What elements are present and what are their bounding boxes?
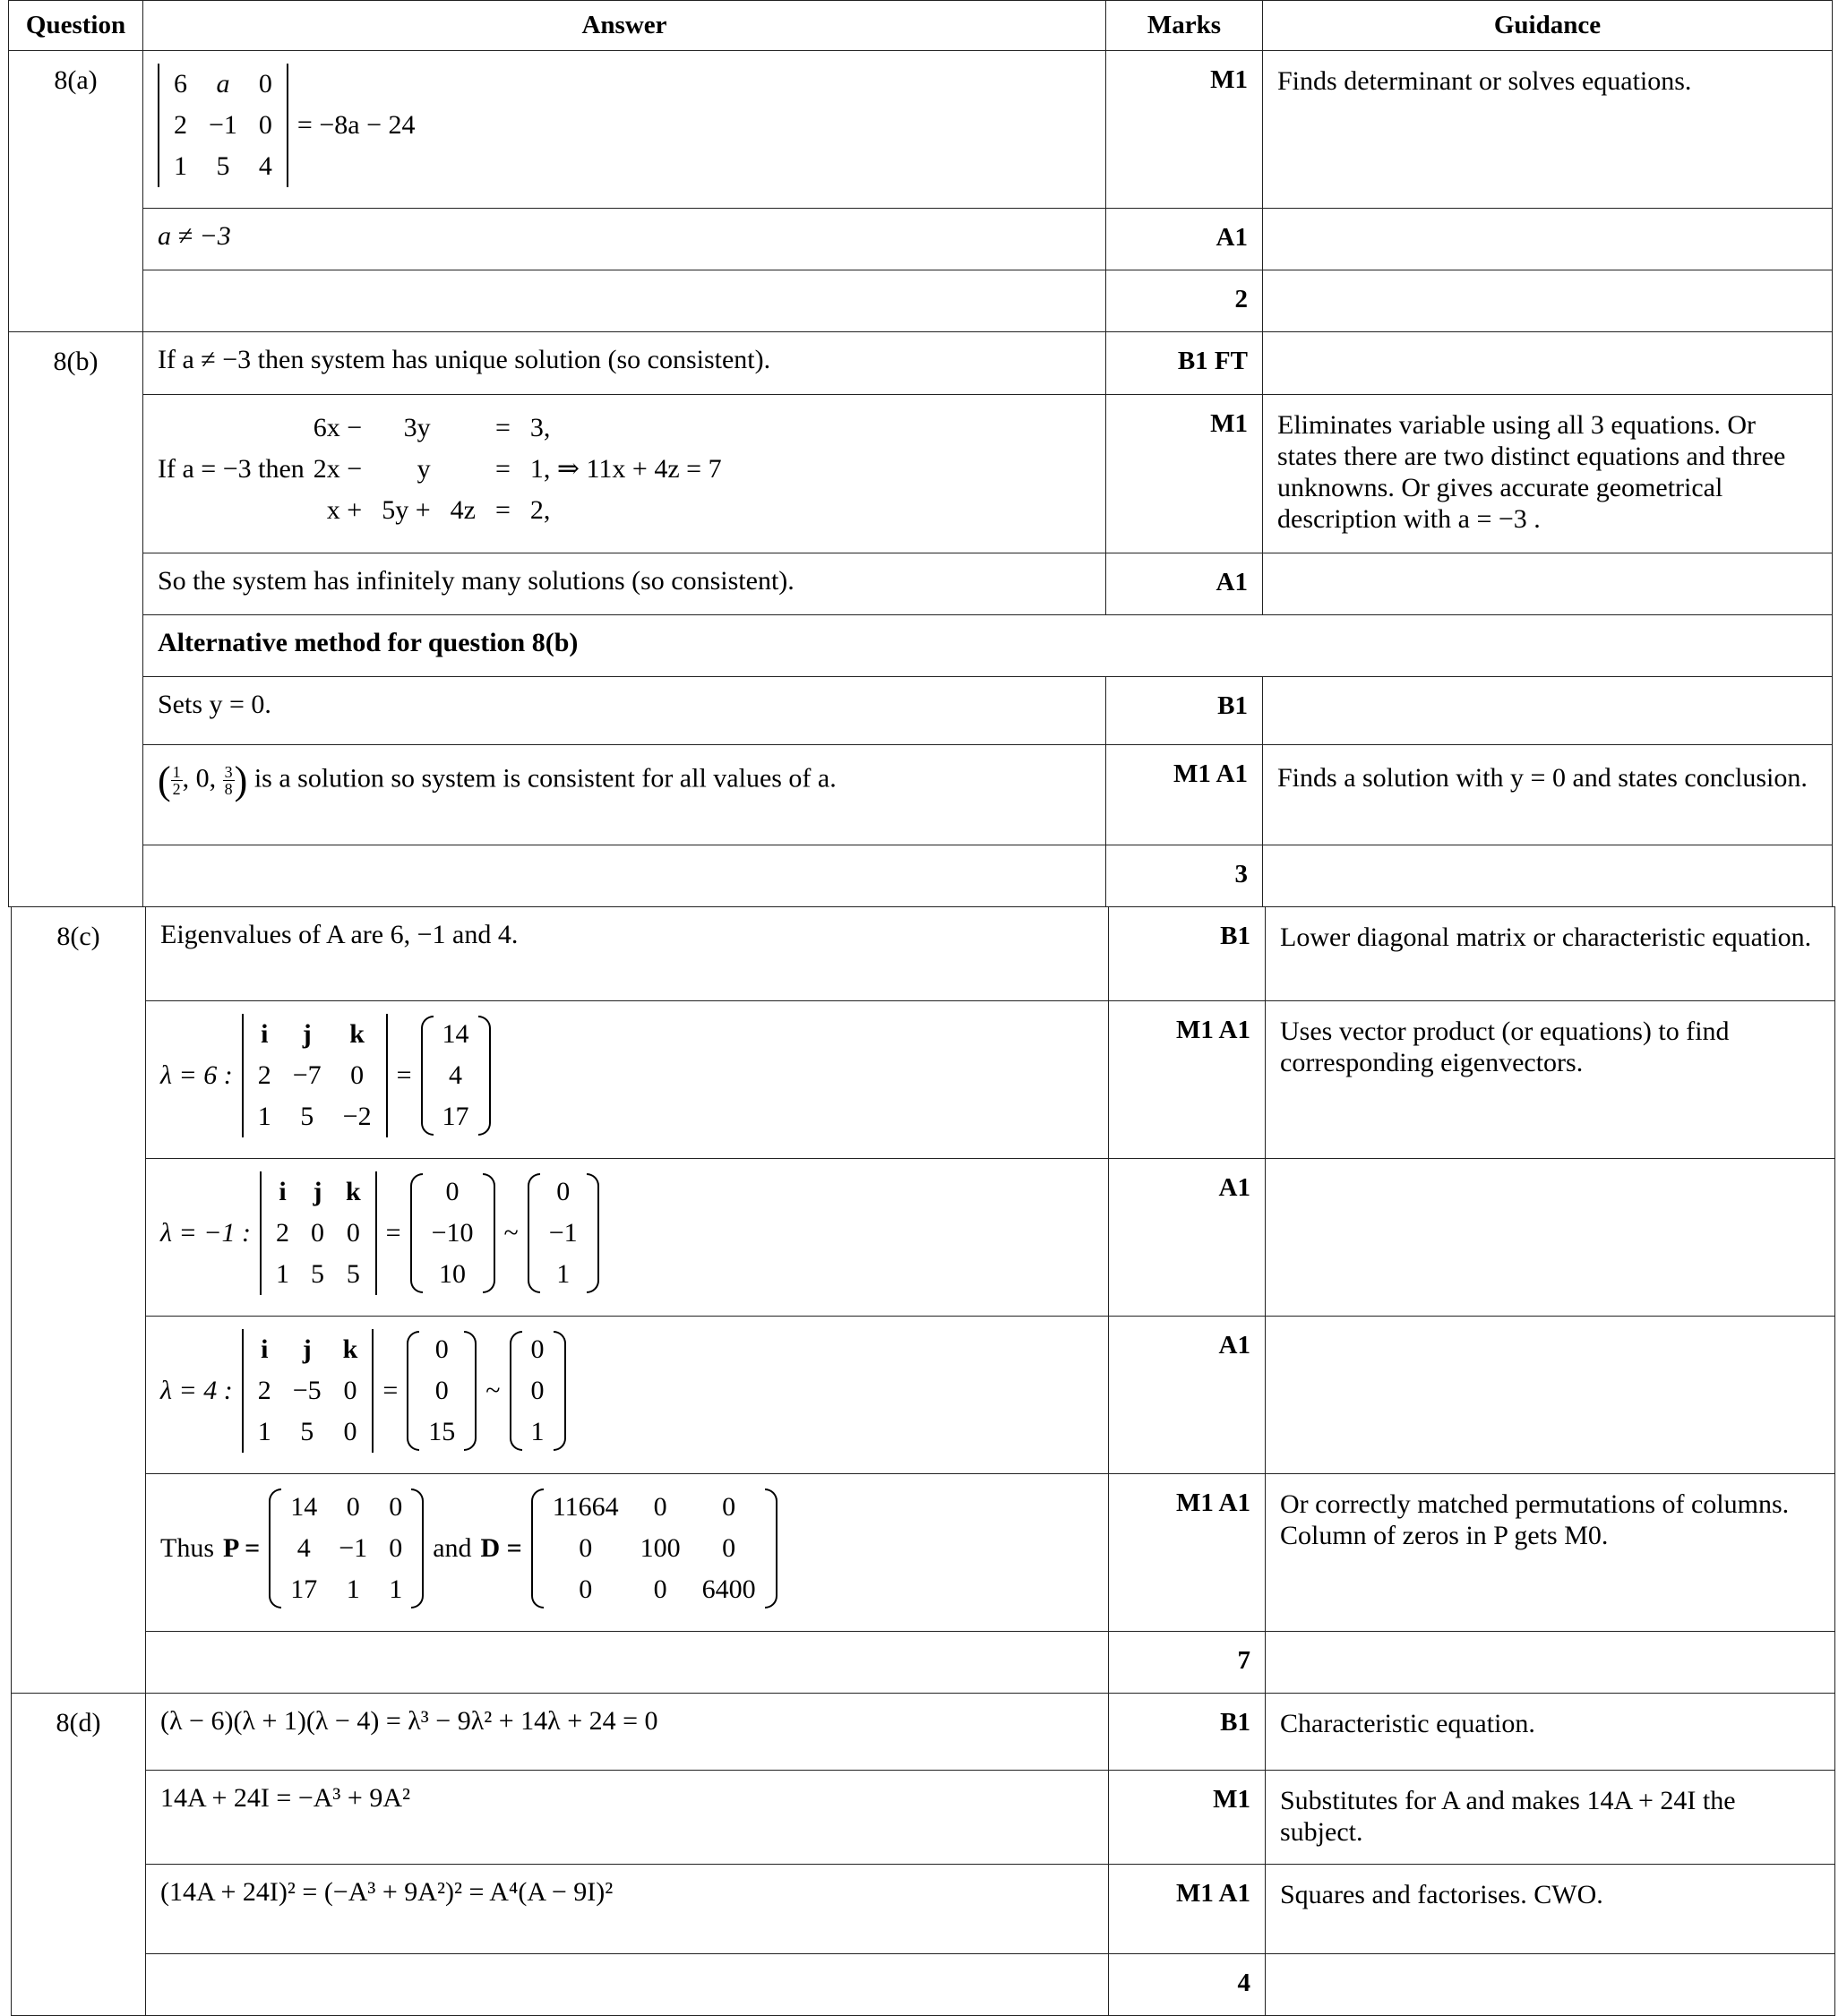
det-cell: 5	[216, 151, 230, 181]
answer-cell	[146, 1954, 1109, 2016]
question-label-8a: 8(a)	[9, 51, 143, 332]
mark-cell: M1	[1106, 51, 1263, 209]
fraction: $\frac{1}{2}$	[172, 763, 181, 798]
eigen-label: λ = −1 :	[160, 1218, 251, 1248]
cross-product-vector: 0 −10 10	[410, 1171, 495, 1295]
header-guidance: Guidance	[1263, 1, 1833, 51]
table-row	[9, 845, 1833, 907]
eigenvector: 14 4 17	[421, 1014, 491, 1137]
det-cell: 4	[258, 151, 272, 181]
guidance-cell	[1266, 1159, 1835, 1317]
mark-cell: M1 A1	[1106, 745, 1263, 845]
answer-cell: (14A + 24I)² = (−A³ + 9A²)² = A⁴(A − 9I)²	[146, 1865, 1109, 1954]
sys-term: 2x −	[313, 454, 363, 484]
question-label-8c: 8(c)	[12, 907, 146, 1694]
table-row	[12, 1159, 1835, 1317]
guidance-cell	[1263, 553, 1833, 615]
table-row	[12, 1001, 1835, 1159]
table-row	[9, 51, 1833, 209]
table-row	[9, 209, 1833, 270]
answer-cell: If a ≠ −3 then system has unique solution (so consistent).	[143, 332, 1106, 395]
det-cell: 0	[258, 110, 272, 140]
guidance-cell	[1263, 677, 1833, 745]
table-row	[9, 745, 1833, 845]
header-answer: Answer	[143, 1, 1106, 51]
header-question: Question	[9, 1, 143, 51]
guidance-cell	[1266, 1632, 1835, 1694]
guidance-cell: Lower diagonal matrix or characteristic equation.	[1266, 907, 1835, 1001]
mark-cell: A1	[1106, 209, 1263, 270]
answer-cell: (λ − 6)(λ + 1)(λ − 4) = λ³ − 9λ² + 14λ + 24 = 0	[146, 1694, 1109, 1771]
answer-cell	[146, 1474, 1109, 1632]
table-row	[12, 1865, 1835, 1954]
matrix-d: 11664 0 0 0 100 0 0 0 6400	[531, 1487, 777, 1610]
det-cell: −1	[209, 110, 237, 140]
table-row	[12, 1474, 1835, 1632]
mark-cell: M1 A1	[1109, 1474, 1266, 1632]
table-row	[9, 677, 1833, 745]
table-row	[9, 395, 1833, 553]
solution-statement: is a solution so system is consistent for all values of a.	[253, 763, 837, 794]
question-label-8d: 8(d)	[12, 1694, 146, 2016]
sys-term: =	[494, 495, 511, 525]
sys-term: =	[494, 413, 511, 442]
sys-term	[451, 449, 476, 490]
sys-term: 3y	[403, 413, 431, 442]
header-marks: Marks	[1106, 1, 1263, 51]
markscheme-table-1	[8, 0, 1833, 907]
markscheme-table-2	[11, 906, 1835, 2016]
det-cell: 6	[174, 69, 187, 99]
eigen-label: λ = 4 :	[160, 1376, 233, 1405]
answer-cell: λ = 4 : i 2 1 j −5 5 k 0 0 = 0 0 15 ~ 0 0 1	[146, 1317, 1109, 1474]
det-cell: 1	[174, 151, 187, 181]
d-label: D =	[480, 1533, 522, 1563]
table-row	[9, 332, 1833, 395]
answer-cell: λ = −1 : i 2 1 j 0 5 k 0 5 = 0 −10 10 ~ 0 −1 1	[146, 1159, 1109, 1317]
guidance-cell: Substitutes for A and makes 14A + 24I the subject.	[1266, 1771, 1835, 1865]
sys-term: =	[494, 454, 511, 484]
determinant: i 2 1 j −7 5 k 0 −2	[242, 1014, 388, 1137]
table-row	[9, 270, 1833, 332]
table-row	[12, 1694, 1835, 1771]
table-row	[12, 1317, 1835, 1474]
answer-cell: 14A + 24I = −A³ + 9A²	[146, 1771, 1109, 1865]
sys-term	[451, 407, 476, 449]
total-mark-8d: 4	[1109, 1954, 1266, 2016]
sys-term: y	[417, 454, 431, 484]
mark-cell: M1 A1	[1109, 1001, 1266, 1159]
determinant-equation	[158, 64, 1105, 187]
guidance-cell: Finds determinant or solves equations.	[1263, 51, 1833, 209]
det-result: = −8a − 24	[296, 110, 416, 140]
answer-cell: ( $\frac{1}{2}$ , 0, $\frac{3}{8}$ ) is a solution so system is consistent for all values of a.	[143, 745, 1106, 845]
mark-cell: B1	[1106, 677, 1263, 745]
guidance-cell	[1263, 270, 1833, 332]
table-row	[9, 615, 1833, 677]
and-label: and	[433, 1533, 472, 1563]
determinant	[158, 64, 288, 187]
answer-cell: Eigenvalues of A are 6, −1 and 4.	[146, 907, 1109, 1001]
system-prefix: If a = −3 then	[158, 454, 305, 484]
mark-cell: A1	[1106, 553, 1263, 615]
guidance-cell: Squares and factorises. CWO.	[1266, 1865, 1835, 1954]
answer-cell	[143, 395, 1106, 553]
thus-label: Thus	[160, 1533, 214, 1563]
alternative-method-heading: Alternative method for question 8(b)	[143, 615, 1833, 677]
eigenvector: 0 0 1	[510, 1329, 566, 1453]
eigen-label: λ = 6 :	[160, 1060, 233, 1090]
cross-product-vector: 0 0 15	[407, 1329, 477, 1453]
total-mark-8a: 2	[1106, 270, 1263, 332]
answer-cell	[143, 845, 1106, 907]
answer-cell	[146, 1632, 1109, 1694]
mark-cell: B1	[1109, 907, 1266, 1001]
mark-cell: M1	[1106, 395, 1263, 553]
mark-cell: B1 FT	[1106, 332, 1263, 395]
determinant: i 2 1 j −5 5 k 0 0	[242, 1329, 374, 1453]
p-label: P =	[223, 1533, 261, 1563]
mark-cell: A1	[1109, 1159, 1266, 1317]
sys-term: 2,	[529, 495, 551, 525]
sys-term: 1, ⇒ 11x + 4z = 7	[529, 454, 722, 484]
total-mark-8c: 7	[1109, 1632, 1266, 1694]
guidance-cell	[1266, 1954, 1835, 2016]
answer-cell	[143, 51, 1106, 209]
sys-term: 6x −	[313, 413, 363, 442]
table-row	[12, 1632, 1835, 1694]
fraction: $\frac{3}{8}$	[224, 763, 233, 798]
guidance-cell: Or correctly matched permutations of columns. Column of zeros in P gets M0.	[1266, 1474, 1835, 1632]
table-row	[9, 553, 1833, 615]
matrix-p: 14 4 17 0 −1 1 0 0 1	[269, 1487, 424, 1610]
determinant: i 2 1 j 0 5 k 0 5	[260, 1171, 377, 1295]
sys-term: 5y +	[382, 495, 431, 525]
mark-cell: M1	[1109, 1771, 1266, 1865]
guidance-cell	[1266, 1317, 1835, 1474]
guidance-cell	[1263, 845, 1833, 907]
guidance-cell: Eliminates variable using all 3 equations. Or states there are two distinct equations and three unknowns. Or gives accurate geometrical description with a = −3 .	[1263, 395, 1833, 553]
guidance-cell	[1263, 209, 1833, 270]
answer-cell	[143, 270, 1106, 332]
header-row	[9, 1, 1833, 51]
sys-term: 3,	[529, 413, 551, 442]
eigenvector: 0 −1 1	[528, 1171, 599, 1295]
table-row	[12, 1771, 1835, 1865]
table-row	[12, 907, 1835, 1001]
det-cell: 2	[174, 110, 187, 140]
det-cell: a	[216, 69, 230, 99]
guidance-cell: Uses vector product (or equations) to find corresponding eigenvectors.	[1266, 1001, 1835, 1159]
det-cell: 0	[258, 69, 272, 99]
sys-term: 4z	[450, 495, 476, 525]
total-mark-8b: 3	[1106, 845, 1263, 907]
mark-cell: B1	[1109, 1694, 1266, 1771]
sys-term: x +	[326, 495, 363, 525]
answer-cell: λ = 6 : i 2 1 j −7 5 k 0 −2 = 14 4 17	[146, 1001, 1109, 1159]
mark-cell: M1 A1	[1109, 1865, 1266, 1954]
guidance-cell: Finds a solution with y = 0 and states conclusion.	[1263, 745, 1833, 845]
guidance-cell	[1263, 332, 1833, 395]
guidance-cell: Characteristic equation.	[1266, 1694, 1835, 1771]
mark-cell: A1	[1109, 1317, 1266, 1474]
equation-system	[314, 407, 722, 531]
answer-cell: So the system has infinitely many solutions (so consistent).	[143, 553, 1106, 615]
question-label-8b: 8(b)	[9, 332, 143, 907]
table-row	[12, 1954, 1835, 2016]
answer-cell: Sets y = 0.	[143, 677, 1106, 745]
answer-cell: a ≠ −3	[143, 209, 1106, 270]
